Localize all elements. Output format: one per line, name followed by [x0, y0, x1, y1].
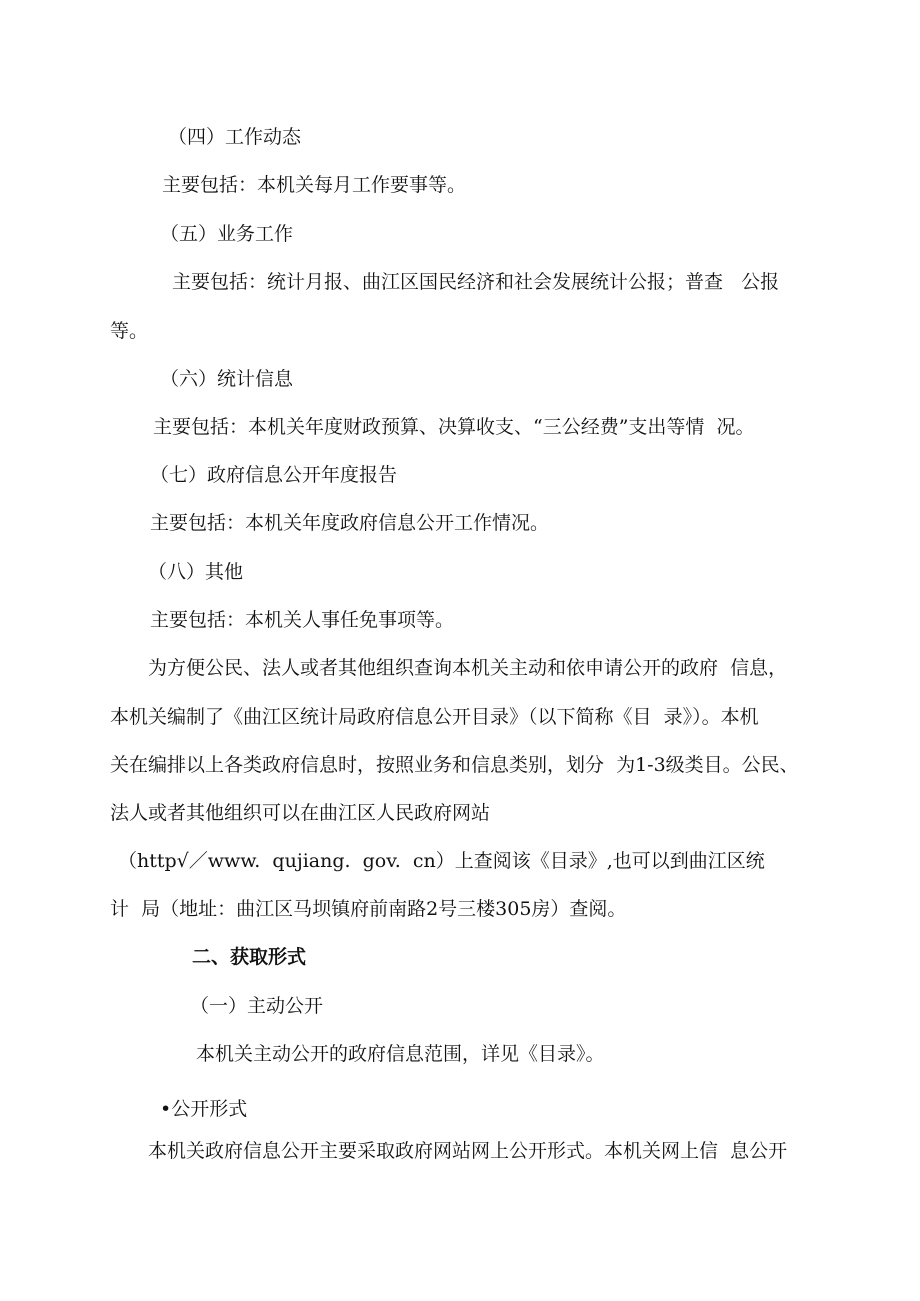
catalog-paragraph-line-4: 法人或者其他组织可以在曲江区人民政府网站	[110, 802, 491, 824]
business-work-content-continued: 等。	[110, 320, 149, 342]
disclosure-form-content: 本机关政府信息公开主要采取政府网站网上公开形式。本机关网上信 息公开	[148, 1140, 788, 1162]
office-address-line: 计 局（地址：曲江区马坝镇府前南路2号三楼305房）查阅。	[110, 898, 627, 920]
catalog-paragraph-line-1: 为方便公民、法人或者其他组织查询本机关主动和依申请公开的政府 信息，	[148, 657, 788, 679]
work-dynamics-content: 主要包括：本机关每月工作要事等。	[162, 174, 467, 196]
statistical-info-content: 主要包括：本机关年度财政预算、决算收支、“三公经费”支出等情 况。	[153, 416, 755, 438]
bullet-disclosure-form: •公开形式	[160, 1098, 248, 1120]
section-heading-other: （八）其他	[148, 561, 244, 583]
section-heading-annual-report: （七）政府信息公开年度报告	[150, 464, 398, 486]
business-work-content: 主要包括：统计月报、曲江区国民经济和社会发展统计公报；普查 公报	[172, 271, 780, 293]
annual-report-content: 主要包括：本机关年度政府信息公开工作情况。	[150, 512, 550, 534]
subheading-active-disclosure: （一）主动公开	[190, 995, 324, 1017]
other-content: 主要包括：本机关人事任免事项等。	[150, 609, 455, 631]
active-disclosure-content: 本机关主动公开的政府信息范围，详见《目录》。	[196, 1043, 605, 1065]
catalog-paragraph-line-3: 关在编排以上各类政府信息时，按照业务和信息类别，划分 为1-3级类目。公民、	[110, 754, 799, 776]
catalog-paragraph-line-2: 本机关编制了《曲江区统计局政府信息公开目录》（以下简称《目 录》）。本机	[110, 706, 759, 728]
section-heading-acquisition-form: 二、获取形式	[192, 946, 307, 968]
website-address-line: （http√／www. qujiang. gov. cn）上查阅该《目录》,也可以到曲江区统	[118, 850, 765, 872]
section-heading-statistical-info: （六）统计信息	[160, 368, 294, 390]
section-heading-business-work: （五）业务工作	[160, 223, 294, 245]
section-heading-work-dynamics: （四）工作动态	[168, 126, 302, 148]
